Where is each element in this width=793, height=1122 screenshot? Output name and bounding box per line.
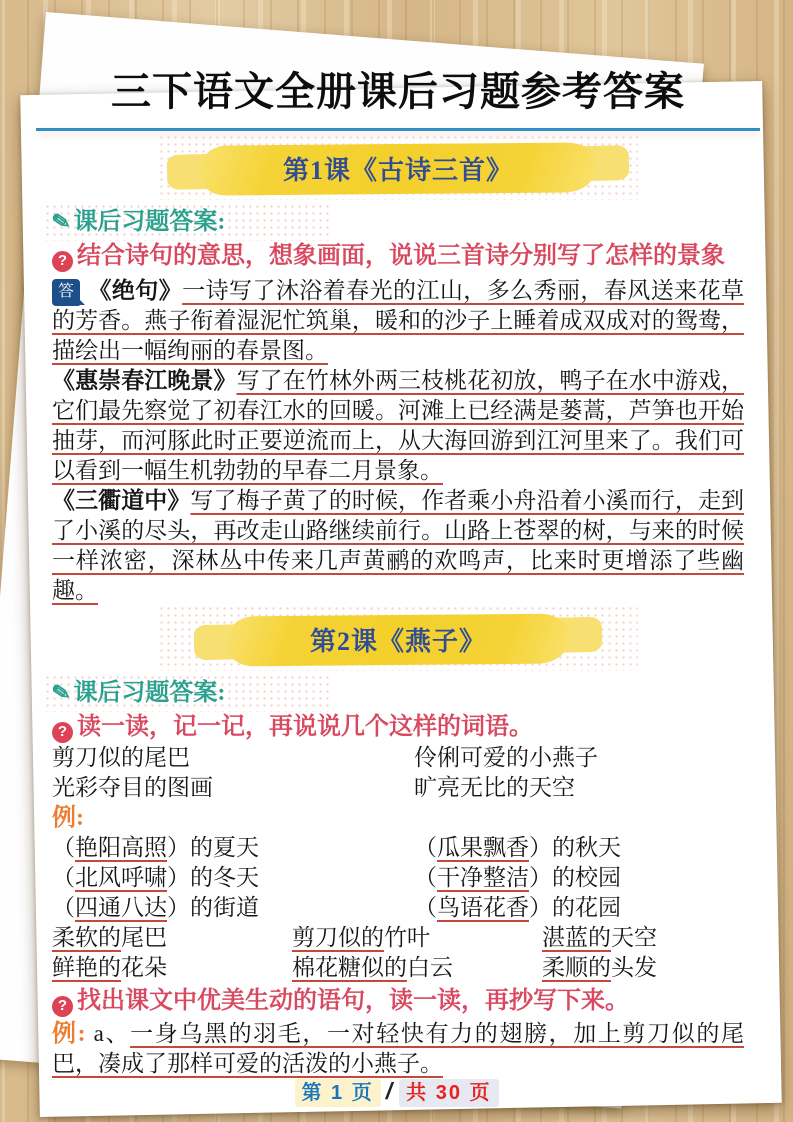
paren-item: （干净整洁）的校园 (414, 865, 621, 890)
word-item: 棉花糖似的白云 (292, 955, 453, 980)
example-label: 例: (52, 805, 84, 831)
poem-title-3: 《三衢道中》 (52, 488, 191, 513)
example-sentence (52, 1019, 744, 1079)
answer-paragraph-1 (52, 276, 744, 366)
lesson2-question-sentences (52, 985, 744, 1017)
paren-item: （鸟语花香）的花园 (414, 895, 621, 920)
title-divider (36, 128, 760, 131)
question-icon: ? (52, 996, 73, 1017)
paren-row-3 (52, 893, 744, 923)
paren-item: （北风呼啸）的冬天 (52, 865, 259, 890)
word-item: 光彩夺目的图画 (52, 775, 213, 800)
paren-row-1 (52, 833, 744, 863)
poem-answer-2: 写了在竹林外两三枝桃花初放，鸭子在水中游戏，它们最先察觉了初春江水的回暖。河滩上已经满是蒌蒿，芦笋也开始抽芽，而河豚此时正要逆流而上，从大海回游到江河里来了。我们可以看到一幅生机勃勃的早春二月景象。 (52, 368, 745, 483)
example-prefix: a、 (93, 1021, 131, 1046)
poem-title-2: 《惠崇春江晚景》 (52, 368, 237, 393)
lesson1-question-text: 结合诗句的意思，想象画面，说说三首诗分别写了怎样的景象 (77, 243, 725, 269)
page-footer (0, 1076, 793, 1105)
lesson1-heading (253, 141, 543, 198)
lesson2-heading (280, 612, 516, 669)
answers-label-1: 课后习题答案: (73, 209, 226, 235)
word-item: 湛蓝的天空 (542, 925, 657, 950)
answers-label-2: 课后习题答案: (73, 680, 226, 706)
question-icon: ? (52, 251, 73, 272)
worksheet-content (49, 60, 745, 1079)
word-pair-row-1 (52, 743, 744, 773)
word-item: 旷亮无比的天空 (414, 775, 575, 800)
pencil-icon: ✎ (49, 207, 73, 236)
poem-title-1: 《绝句》 (88, 278, 183, 303)
word-item: 鲜艳的花朵 (52, 955, 167, 980)
page-title: 三下语文全册课后习题参考答案 (111, 69, 685, 114)
word-pair-row-2 (52, 773, 744, 803)
word-item: 剪刀似的尾巴 (52, 745, 190, 770)
word-item: 伶俐可爱的小燕子 (414, 745, 598, 770)
current-page-badge: 第 1 页 (295, 1079, 381, 1107)
example-text: 一身乌黑的羽毛，一对轻快有力的翅膀，加上剪刀似的尾巴，凑成了那样可爱的活泼的小燕子。 (52, 1021, 744, 1076)
triple-row-1 (52, 923, 744, 953)
question-icon: ? (52, 722, 73, 743)
lesson1-heading-row (52, 141, 744, 198)
triple-row-2 (52, 953, 744, 983)
word-item: 柔顺的头发 (542, 955, 657, 980)
paren-row-2 (52, 863, 744, 893)
pencil-icon: ✎ (49, 678, 73, 707)
lesson1-question (52, 240, 744, 272)
answer-badge: 答 (52, 279, 80, 306)
answers-label-row-1 (49, 206, 744, 238)
example-label: 例: (52, 1021, 86, 1047)
lesson2-heading-row (52, 612, 744, 669)
poem-answer-3: 写了梅子黄了的时候，作者乘小舟沿着小溪而行，走到了小溪的尽头，再改走山路继续前行。山路上苍翠的树，与来的时候一样浓密，深林丛中传来几声黄鹂的欢鸣声，比来时更增添了些幽趣。 (52, 488, 745, 603)
answer-paragraph-3 (52, 486, 744, 606)
total-pages-badge: 共 30 页 (399, 1079, 498, 1107)
answers-label-row-2 (49, 677, 744, 709)
page-separator: / (385, 1078, 395, 1104)
paren-item: （瓜果飘香）的秋天 (414, 835, 621, 860)
lesson2-question-words-text: 读一读，记一记，再说说几个这样的词语。 (77, 714, 533, 740)
poem-answer-1: 一诗写了沐浴着春光的江山，多么秀丽，春风送来花草的芳香。燕子衔着湿泥忙筑巢，暖和的沙子上睡着成双成对的鸳鸯，描绘出一幅绚丽的春景图。 (52, 278, 745, 363)
lesson2-question-sentences-text: 找出课文中优美生动的语句，读一读，再抄写下来。 (77, 988, 629, 1014)
paren-item: （四通八达）的街道 (52, 895, 259, 920)
answer-paragraph-2 (52, 366, 744, 486)
lesson1-heading-label: 第1课《古诗三首》 (282, 156, 513, 185)
lesson2-heading-label: 第2课《燕子》 (309, 627, 486, 656)
paren-item: （艳阳高照）的夏天 (52, 835, 259, 860)
word-item: 柔软的尾巴 (52, 925, 167, 950)
word-item: 剪刀似的竹叶 (292, 925, 430, 950)
lesson2-question-words (52, 711, 744, 743)
